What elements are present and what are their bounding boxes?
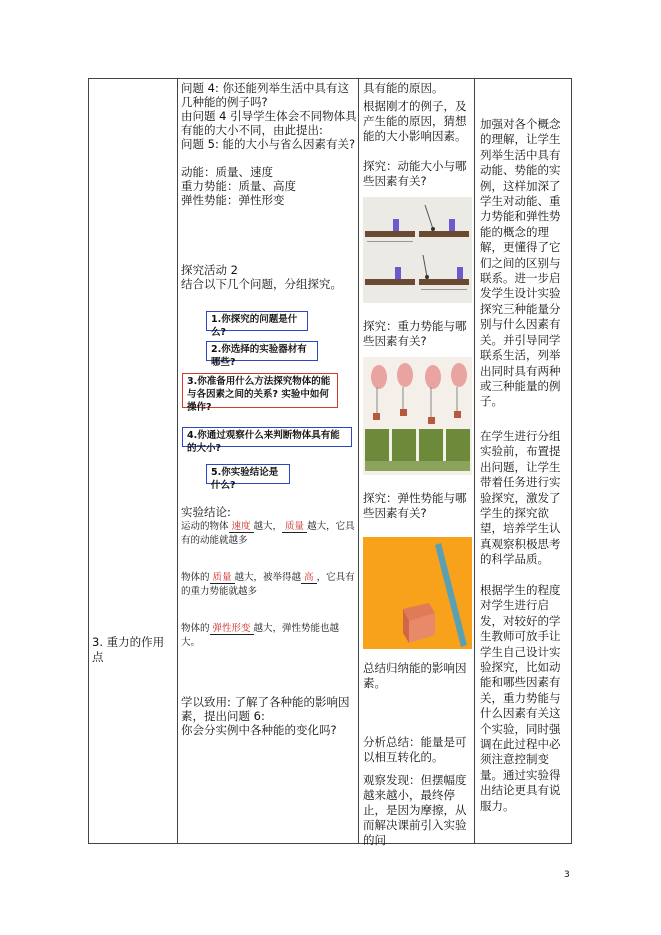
page-number: 3 bbox=[564, 870, 570, 880]
student-text-7: 分析总结：能量是可以相互转化的。 bbox=[363, 735, 467, 764]
intent-paragraph-1: 加强对各个概念的理解，让学生列举生活中具有动能、势能的实例，这样加深了学生对动能、重力势能和弹性势能的概念的理解，更懂得了它们之间的区别与联系。进一步启发学生设计实验探究三种能量分别与什么因素有关。并引导同学联系生活，列举出同时具有两种或三种能量的例子。 bbox=[480, 117, 561, 409]
question-box-4: 4.你通过观察什么来判断物体具有能的大小? bbox=[182, 427, 352, 447]
intent-paragraph-3: 根据学生的程度对学生进行启发，对较好的学生教师可放手让学生自己设计实验探究，比如动能和哪些因素有关，重力势能与什么因素有关这个实验，同时强调在此过程中必须注意控制变量。通过实验得出结论更具有说服力。 bbox=[480, 583, 561, 813]
question-box-2: 2.你选择的实验器材有哪些? bbox=[206, 341, 318, 361]
conclusion-kinetic: 运动的物体 速度 越大， 质量 越大，它具有的动能就越多 bbox=[181, 521, 355, 546]
intent-paragraph-2: 在学生进行分组实验前，布置提出问题，让学生带着任务进行实验探究，激发了学生的探究欲望，培养学生认真观察积极思考的科学品质。 bbox=[480, 429, 561, 567]
question-4: 问题 4: 你还能列举生活中具有这几种能的例子吗? bbox=[181, 81, 350, 109]
conclusion-title: 实验结论: bbox=[181, 505, 231, 519]
question-box-1: 1.你探究的问题是什么? bbox=[206, 311, 308, 331]
column-section bbox=[89, 79, 178, 844]
column-student-activity bbox=[359, 79, 475, 847]
gravity-factors: 重力势能：质量、高度 bbox=[181, 179, 296, 193]
gravity-experiment-image bbox=[363, 357, 472, 475]
kinetic-experiment-image bbox=[363, 197, 472, 303]
conclusion-gravity: 物体的 质量 越大，被举得越 高 ，它具有的重力势能就越多 bbox=[181, 572, 355, 597]
lesson-table bbox=[88, 78, 572, 847]
student-text-3: 探究：动能大小与哪些因素有关? bbox=[363, 159, 467, 188]
student-text-1: 具有能的原因。 bbox=[363, 81, 444, 95]
student-text-6: 总结归纳能的影响因素。 bbox=[363, 661, 467, 690]
question-6: 你会分实例中各种能的变化吗? bbox=[181, 723, 337, 737]
kinetic-factors: 动能：质量、速度 bbox=[181, 165, 273, 179]
student-text-2: 根据刚才的例子，及产生能的原因，猜想能的大小影响因素。 bbox=[363, 99, 467, 143]
student-text-8: 观察发现：但摆幅度越来越小，最终停止，是因为摩擦，从而解决课前引入实验的问 bbox=[363, 773, 467, 847]
activity-title: 探究活动 2 bbox=[181, 263, 238, 277]
column-design-intent bbox=[475, 79, 572, 844]
column-teacher-activity bbox=[178, 79, 359, 844]
elastic-factors: 弹性势能：弹性形变 bbox=[181, 193, 285, 207]
summary-text: 学以致用: 了解了各种能的影响因素，提出问题 6: bbox=[181, 695, 350, 723]
question-box-5: 5.你实验结论是什么? bbox=[206, 464, 290, 484]
student-text-4: 探究：重力势能与哪些因素有关? bbox=[363, 319, 467, 348]
section-title: 3. 重力的作用点 bbox=[92, 635, 165, 664]
question-5: 问题 5: 能的大小与省么因素有关? bbox=[181, 137, 356, 151]
student-text-5: 探究：弹性势能与哪些因素有关? bbox=[363, 491, 467, 520]
elastic-experiment-image bbox=[363, 537, 472, 649]
activity-desc: 结合以下几个问题，分组探究。 bbox=[181, 277, 342, 291]
question-box-3: 3.你准备用什么方法探究物体的能与各因素之间的关系? 实验中如何操作? bbox=[182, 373, 338, 408]
conclusion-elastic: 物体的 弹性形变 越大，弹性势能也越大。 bbox=[181, 623, 340, 648]
lead-text: 由问题 4 引导学生体会不同物体具有能的大小不同，由此提出: bbox=[181, 109, 357, 137]
